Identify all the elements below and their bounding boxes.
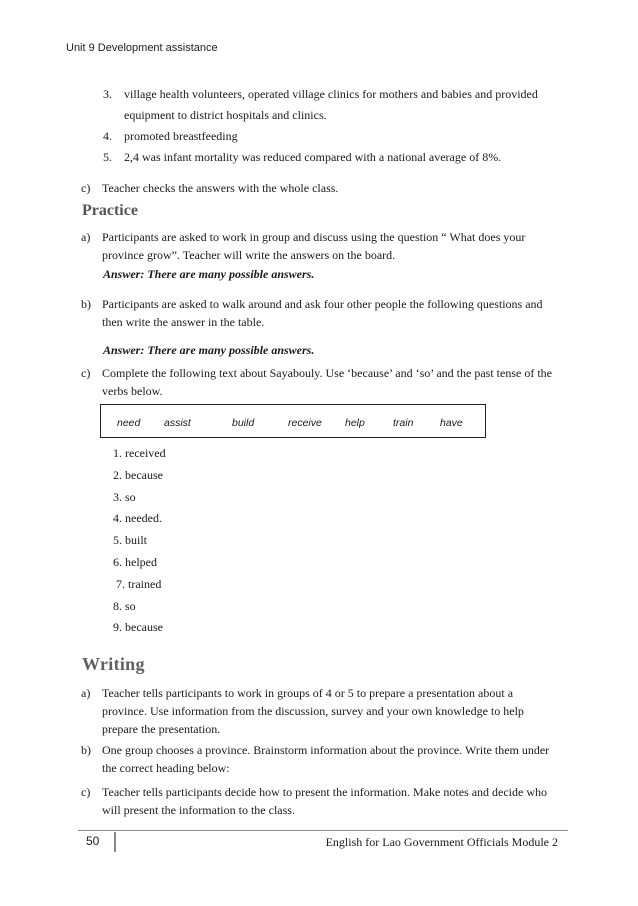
verb-word: receive (288, 417, 322, 429)
practice-step-a (81, 228, 559, 264)
list-item: 8. so (113, 598, 136, 613)
writing-step-b (81, 741, 559, 777)
item-number: 5. (103, 150, 112, 164)
practice-b-answer: Answer: There are many possible answers. (103, 343, 315, 357)
list-item (103, 147, 573, 168)
item-text: 2,4 was infant mortality was reduced compared with a national average of 8%. (124, 150, 502, 164)
step-text: Teacher tells participants decide how to present the information. Make notes and decide who will present the information to the class. (102, 785, 548, 817)
verb-word: help (345, 417, 365, 429)
list-item: 3. so (113, 489, 136, 504)
step-label: a) (81, 230, 91, 244)
list-item (103, 105, 573, 126)
writing-step-a (81, 684, 559, 738)
verb-word: train (393, 417, 414, 429)
book-title: English for Lao Government Officials Module 2 (325, 835, 558, 849)
page-number: 50 (86, 834, 100, 848)
step-text: Participants are asked to walk around and ask four other people the following questions and then write the answer in the table. (102, 297, 543, 329)
practice-heading: Practice (82, 202, 138, 219)
step-text: One group chooses a province. Brainstorm information about the province. Write them under the correct heading below: (102, 743, 550, 775)
step-label: a) (81, 686, 91, 700)
list-item: 5. built (113, 533, 148, 548)
writing-step-c (81, 783, 559, 819)
list-item: 4. needed. (113, 511, 162, 526)
list-item: 9. because (113, 620, 163, 635)
item-text: village health volunteers, operated village clinics for mothers and babies and provided (124, 87, 538, 101)
step-label: c) (81, 181, 91, 195)
verb-word: assist (164, 417, 191, 429)
practice-a-answer: Answer: There are many possible answers. (103, 267, 315, 281)
check-step (81, 179, 559, 197)
list-item: 1. received (113, 446, 166, 460)
list-item (103, 84, 573, 105)
practice-step-c (81, 364, 559, 400)
step-label: b) (81, 743, 91, 757)
step-text: Complete the following text about Sayabouly. Use ‘because’ and ‘so’ and the past tense of the verbs below. (102, 366, 552, 398)
verb-word: build (232, 417, 255, 429)
step-label: c) (81, 785, 91, 799)
list-item: 2. because (113, 467, 163, 482)
unit-header: Unit 9 Development assistance (66, 42, 218, 54)
list-item: 6. helped (113, 554, 157, 569)
numbered-answer-list (103, 84, 573, 168)
practice-answer-list (113, 443, 166, 639)
step-text: Participants are asked to work in group and discuss using the question “ What does your province grow”. Teacher will write the answers on the board. (102, 230, 526, 262)
verb-word: need (117, 417, 141, 429)
item-number: 3. (103, 87, 112, 101)
step-text: Teacher checks the answers with the whole class. (102, 181, 339, 195)
step-text: Teacher tells participants to work in groups of 4 or 5 to prepare a presentation about a province. Use information from the discussion, survey and your own knowledge to help prepare the presentation. (102, 686, 524, 736)
footer-separator (114, 832, 116, 852)
list-item: 7. trained (116, 576, 162, 591)
verb-word-box (100, 404, 486, 438)
list-item (103, 126, 573, 147)
footer-divider (78, 830, 568, 831)
step-label: c) (81, 366, 91, 380)
item-text: promoted breastfeeding (124, 129, 238, 143)
writing-heading: Writing (82, 654, 145, 674)
item-text: equipment to district hospitals and clinics. (124, 108, 327, 122)
verb-word: have (440, 417, 463, 429)
step-label: b) (81, 297, 91, 311)
practice-step-b (81, 295, 559, 331)
item-number: 4. (103, 129, 112, 143)
